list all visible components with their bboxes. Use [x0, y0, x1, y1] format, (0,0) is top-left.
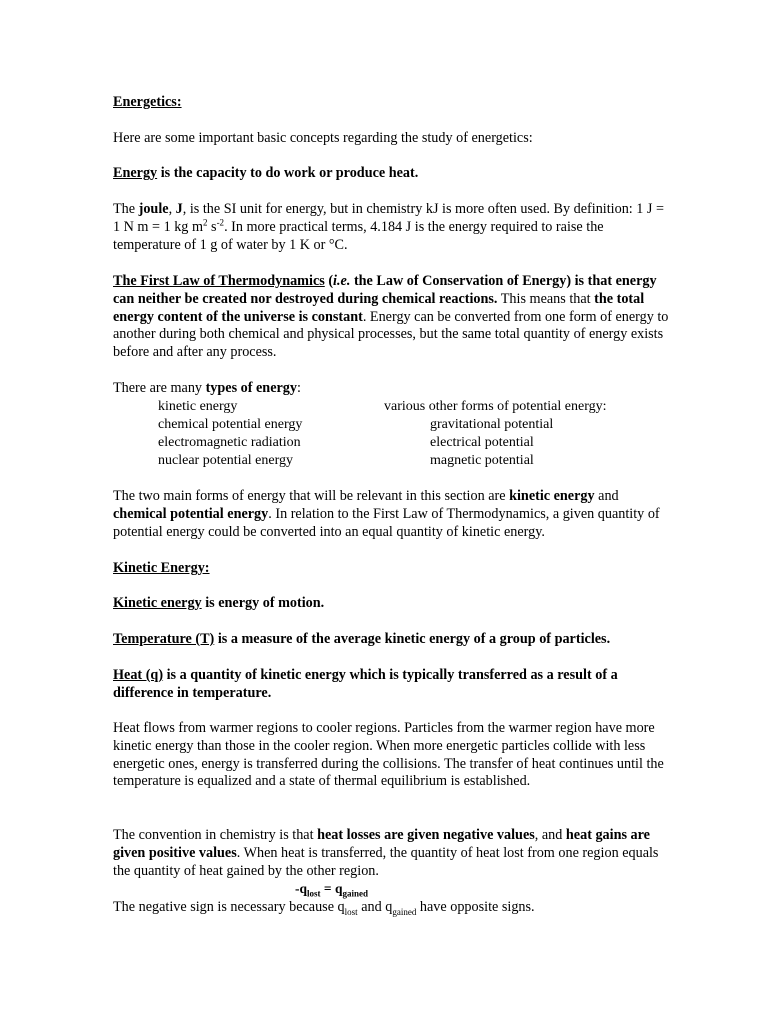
types-list-left [158, 398, 302, 470]
intro-paragraph: Here are some important basic concepts regarding the study of energetics: [113, 130, 533, 146]
list-item: chemical potential energy [158, 417, 303, 432]
temperature-definition: Temperature (T) is a measure of the average kinetic energy of a group of particles. [113, 631, 611, 647]
types-list-right [430, 416, 553, 470]
energy-term: Energy [113, 165, 158, 181]
negative-sign-paragraph: The negative sign is necessary because $q_{lost}$ and $q_{gained}$ have opposite signs. [113, 899, 535, 917]
heat-equation: $-q_{lost} = q_{gained}$ [295, 881, 368, 899]
heat-definition: Heat (q) is a quantity of kinetic energy which is typically transferred as a result of a difference in temperature. [113, 667, 618, 701]
energy-definition: Energy is the capacity to do work or produce heat. [113, 165, 419, 181]
list-item: nuclear potential energy [158, 453, 294, 468]
heading-energetics: Energetics: [113, 94, 182, 110]
heading-kinetic-energy: Kinetic Energy: [113, 560, 210, 576]
heat-flow-paragraph: Heat flows from warmer regions to cooler regions. Particles from the warmer region have more kinetic energy than those in the cooler region. When more energetic particles collide with less energetic ones, energy is transferred during the collisions. The transfer of heat continues until the temperature is equalized and a state of thermal equilibrium is established. [113, 720, 664, 790]
types-lead: There are many types of energy: [113, 380, 301, 396]
list-item: magnetic potential [430, 453, 534, 468]
joule-paragraph: The joule, J, is the SI unit for energy, but in chemistry kJ is more often used. By definition: 1 J = 1 N m = 1 kg $m^2$ $s^{-2}$. In more practical terms, 4.184 J is the energy required to raise the temperature of 1 g of water by 1 K or °C. [113, 201, 665, 253]
convention-paragraph: The convention in chemistry is that heat losses are given negative values, and heat gains are given positive values. When heat is transferred, the quantity of heat lost from one region equals the quantity of heat gained by the other region. [113, 827, 659, 879]
list-item: kinetic energy [158, 399, 238, 414]
list-item: gravitational potential [430, 417, 554, 432]
kinetic-definition: Kinetic energy is energy of motion. [113, 595, 325, 611]
list-item: electrical potential [430, 435, 534, 450]
first-law-title: The First Law of Thermodynamics [113, 273, 325, 289]
two-forms-paragraph: The two main forms of energy that will be relevant in this section are kinetic energy and chemical potential energy. In relation to the First Law of Thermodynamics, a given quantity of potential energy could be converted into an equal quantity of kinetic energy. [113, 488, 660, 540]
list-item: electromagnetic radiation [158, 435, 301, 450]
types-list-right-heading: various other forms of potential energy: [384, 399, 607, 414]
first-law-paragraph: The First Law of Thermodynamics (i.e. the Law of Conservation of Energy) is that energy can neither be created nor destroyed during chemical reactions. This means that the total energy content of the universe is constant. Energy can be converted from one form of energy to another during both chemical and physical processes, but the same total quantity of energy exists before and after any process. [113, 273, 669, 361]
